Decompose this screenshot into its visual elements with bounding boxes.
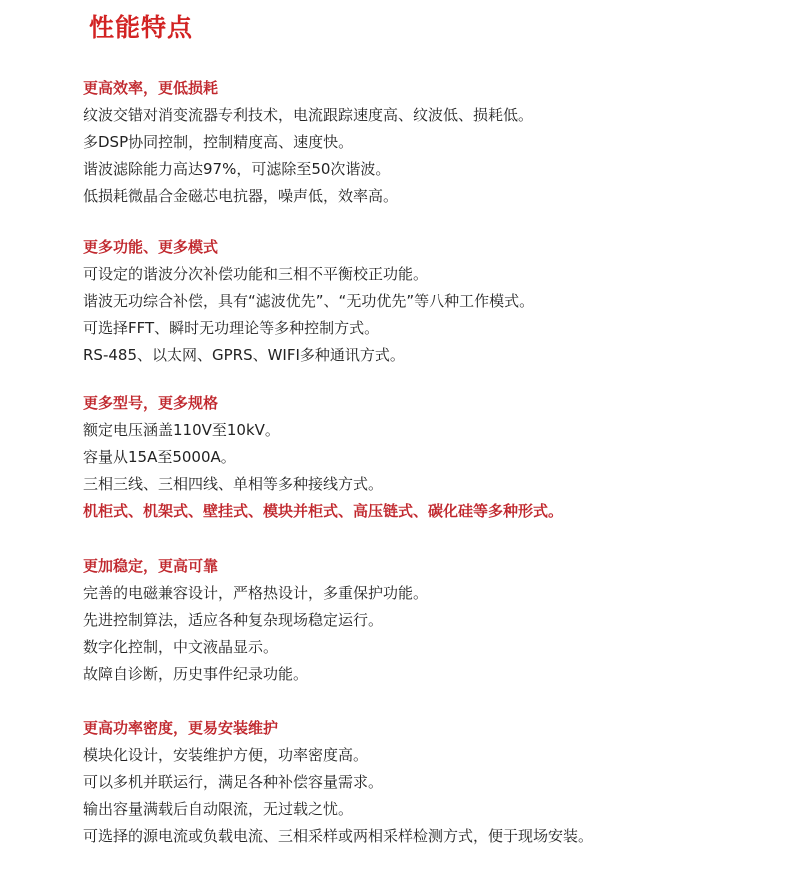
feature-line: 纹波交错对消变流器专利技术，电流跟踪速度高、纹波低、损耗低。	[83, 106, 534, 124]
feature-line: 可设定的谐波分次补偿功能和三相不平衡校正功能。	[83, 265, 429, 283]
section-models	[83, 390, 783, 525]
section-heading: 更高功率密度，更易安装维护	[83, 719, 279, 737]
feature-line: 模块化设计，安装维护方便，功率密度高。	[83, 746, 369, 764]
feature-line: 先进控制算法，适应各种复杂现场稳定运行。	[83, 611, 384, 629]
feature-line: 谐波滤除能力高达97%，可滤除至50次谐波。	[83, 160, 391, 178]
section-lines	[83, 580, 783, 688]
feature-line: 故障自诊断，历史事件纪录功能。	[83, 665, 309, 683]
feature-line: 完善的电磁兼容设计，严格热设计，多重保护功能。	[83, 584, 429, 602]
section-lines	[83, 742, 783, 850]
section-heading: 更加稳定，更高可靠	[83, 557, 219, 575]
feature-line: 可选择的源电流或负载电流、三相采样或两相采样检测方式，便于现场安装。	[83, 827, 594, 845]
section-lines	[83, 417, 783, 525]
feature-line: 三相三线、三相四线、单相等多种接线方式。	[83, 475, 384, 493]
section-efficiency	[83, 75, 783, 210]
section-heading: 更多型号，更多规格	[83, 394, 219, 412]
section-installation	[83, 715, 783, 850]
page-title: 性能特点	[89, 13, 194, 42]
section-heading: 更多功能、更多模式	[83, 238, 219, 256]
feature-line: 数字化控制，中文液晶显示。	[83, 638, 279, 656]
section-reliability	[83, 553, 783, 688]
feature-line: 额定电压涵盖110V至10kV。	[83, 421, 280, 439]
feature-line: 多DSP协同控制，控制精度高、速度快。	[83, 133, 354, 151]
feature-line: RS-485、以太网、GPRS、WIFI多种通讯方式。	[83, 346, 405, 364]
feature-line: 谐波无功综合补偿，具有“滤波优先”、“无功优先”等八种工作模式。	[83, 292, 535, 310]
section-lines	[83, 261, 783, 369]
feature-line: 可以多机并联运行，满足各种补偿容量需求。	[83, 773, 384, 791]
section-heading: 更高效率，更低损耗	[83, 79, 219, 97]
feature-line: 容量从15A至5000A。	[83, 448, 236, 466]
feature-line: 低损耗微晶合金磁芯电抗器，噪声低，效率高。	[83, 187, 399, 205]
feature-line: 可选择FFT、瞬时无功理论等多种控制方式。	[83, 319, 380, 337]
feature-line: 输出容量满载后自动限流，无过载之忧。	[83, 800, 354, 818]
section-functions	[83, 234, 783, 369]
section-lines	[83, 102, 783, 210]
feature-line-highlight: 机柜式、机架式、壁挂式、模块并柜式、高压链式、碳化硅等多种形式。	[83, 502, 564, 520]
